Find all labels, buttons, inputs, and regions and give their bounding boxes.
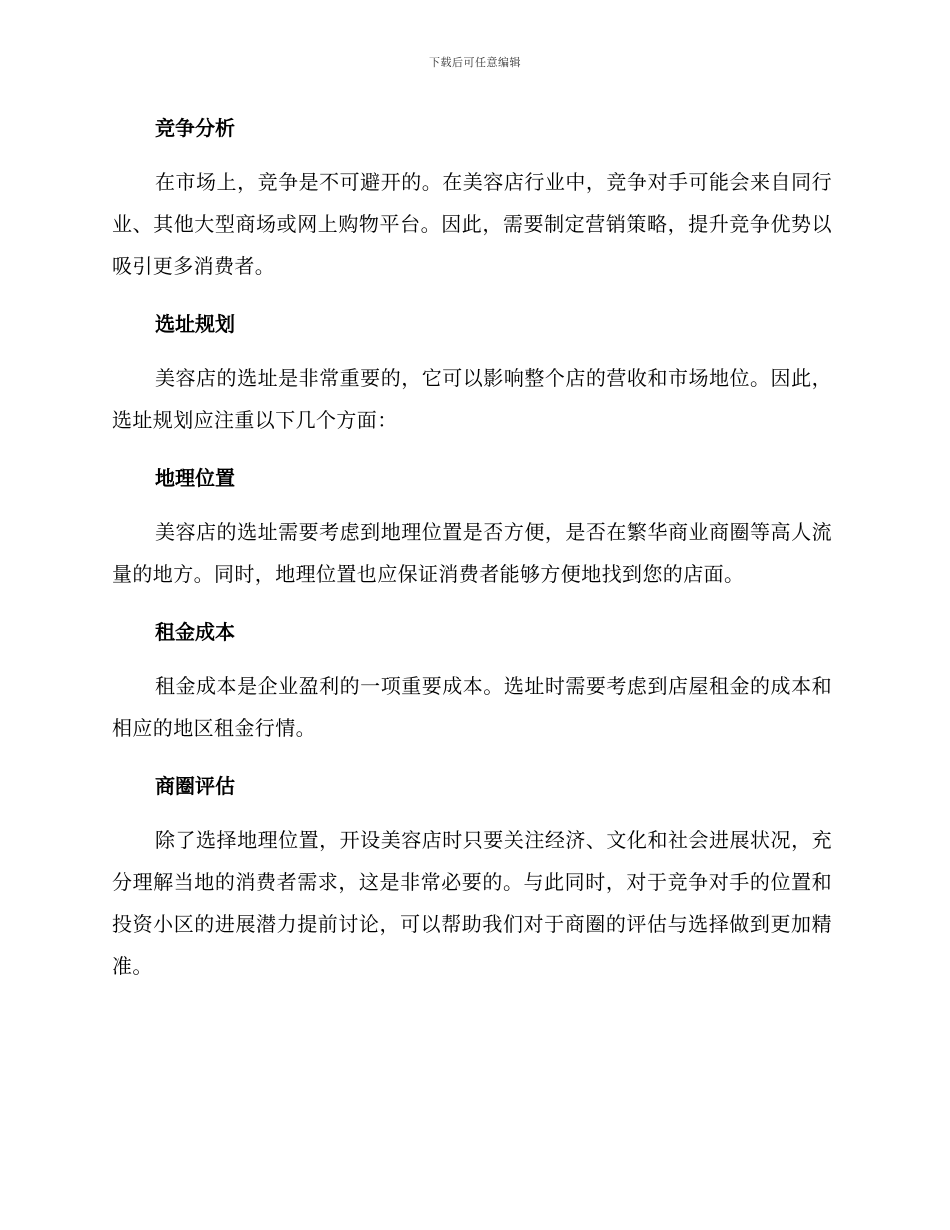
section-heading: 租金成本 [155,620,235,644]
section-paragraph: 在市场上，竞争是不可避开的。在美容店行业中，竞争对手可能会来自同行业、其他大型商场或网上购物平台。因此，需要制定营销策略，提升竞争优势以吸引更多消费者。 [112,170,832,278]
section-paragraph: 美容店的选址是非常重要的，它可以影响整个店的营收和市场地位。因此，选址规划应注重以下几个方面： [112,366,832,432]
section-paragraph: 租金成本是企业盈利的一项重要成本。选址时需要考虑到店屋租金的成本和相应的地区租金行情。 [112,674,832,740]
header-note: 下载后可任意编辑 [429,56,521,69]
section-business-district [112,766,832,987]
document-body [112,108,832,1004]
section-competition [112,108,832,287]
section-site-planning [112,304,832,441]
section-location [112,458,832,595]
section-heading: 选址规划 [155,312,235,336]
section-heading: 商圈评估 [155,774,235,798]
section-rent-cost [112,612,832,749]
section-heading: 地理位置 [155,466,235,490]
section-paragraph: 除了选择地理位置，开设美容店时只要关注经济、文化和社会进展状况，充分理解当地的消费者需求，这是非常必要的。与此同时，对于竞争对手的位置和投资小区的进展潜力提前讨论，可以帮助我们对于商圈的评估与选择做到更加精准。 [112,828,832,978]
section-paragraph: 美容店的选址需要考虑到地理位置是否方便，是否在繁华商业商圈等高人流量的地方。同时，地理位置也应保证消费者能够方便地找到您的店面。 [112,520,832,586]
section-heading: 竞争分析 [155,116,235,140]
